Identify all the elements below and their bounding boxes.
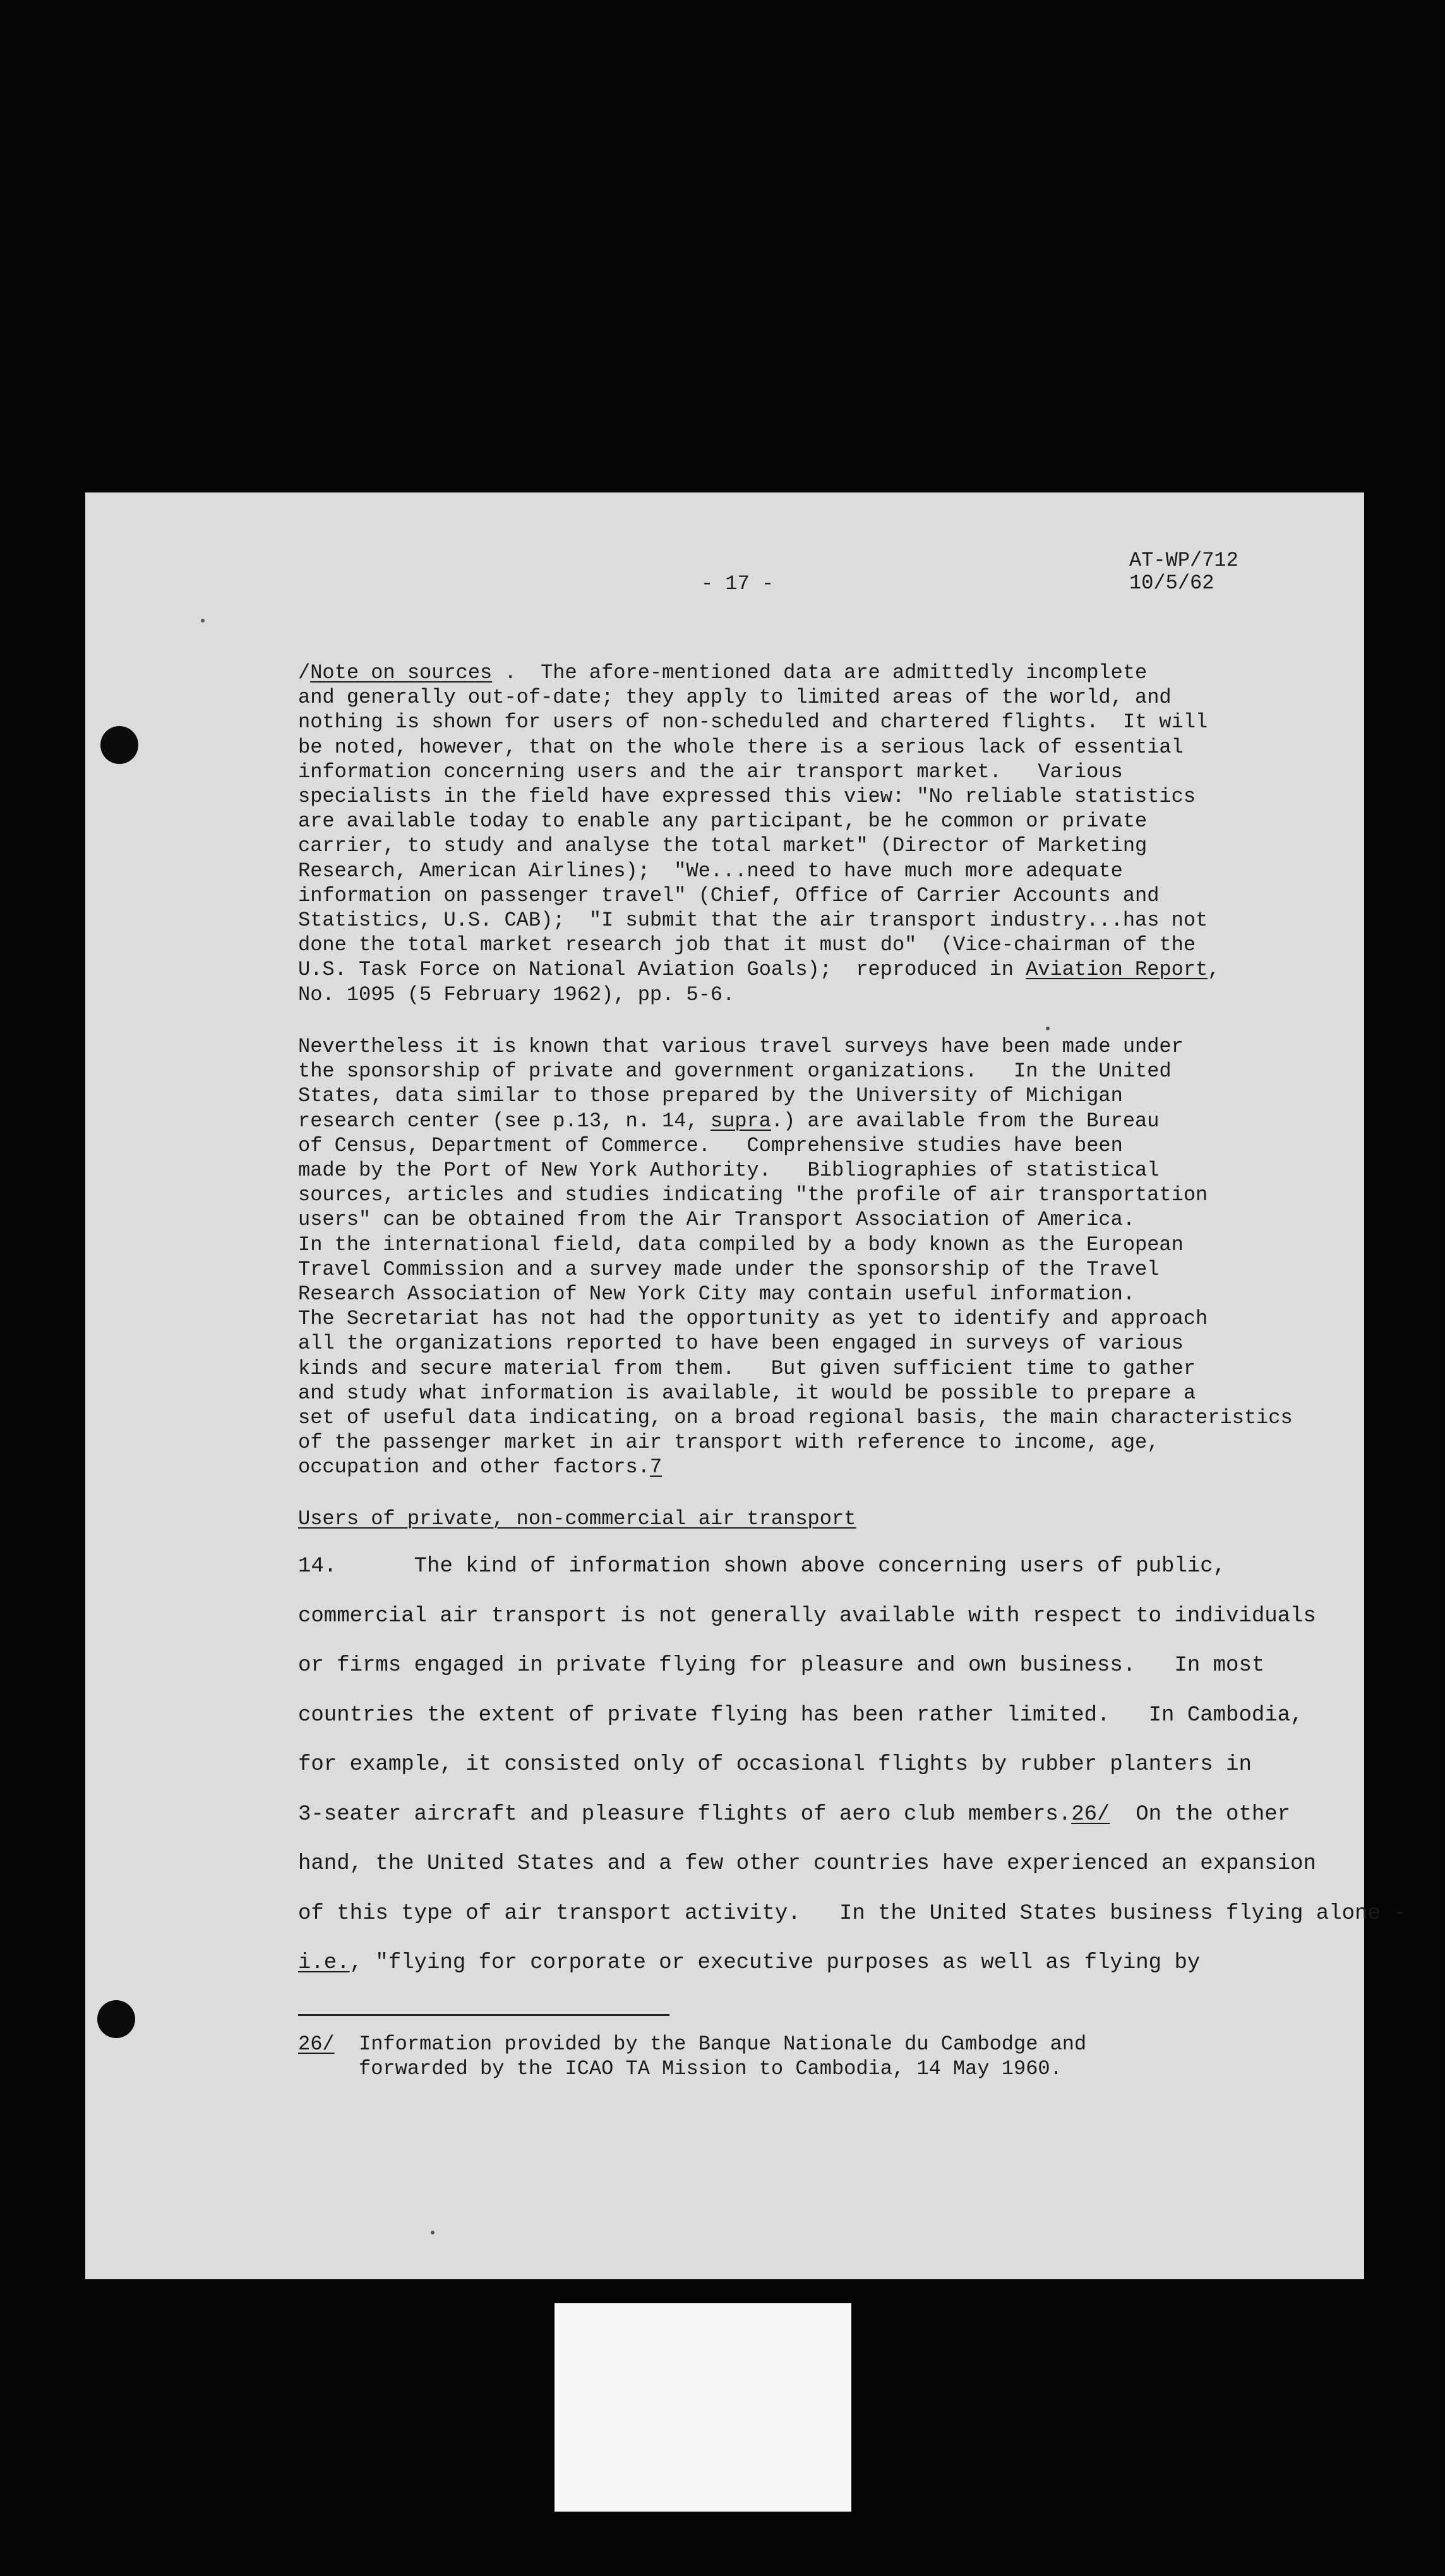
paragraph-number: 14.	[298, 1554, 337, 1578]
note-on-sources	[298, 660, 1220, 1007]
note-line: are available today to enable any participant, be he common or private	[298, 809, 1148, 833]
footnote-marker: 26/	[298, 2032, 335, 2056]
note-line: Research, American Airlines); "We...need to have much more adequate	[298, 859, 1123, 883]
scan-speck	[431, 2231, 435, 2234]
punch-hole	[100, 726, 138, 764]
para-line: the sponsorship of private and government organizations. In the United	[298, 1059, 1172, 1083]
note-line: . The afore-mentioned data are admittedly incomplete	[492, 661, 1148, 684]
source-title: Aviation Report	[1026, 958, 1208, 982]
para14-line: or firms engaged in private flying for pleasure and own business. In most	[298, 1654, 1265, 1678]
para-line: .) are available from the Bureau	[770, 1109, 1160, 1133]
note-line: No. 1095 (5 February 1962), pp. 5-6.	[298, 982, 735, 1006]
supra-reference: supra	[710, 1109, 771, 1133]
white-card	[555, 2303, 851, 2512]
source-after: ,	[1208, 958, 1220, 982]
para-line: made by the Port of New York Authority. Bibliographies of statistical	[298, 1159, 1160, 1183]
document-reference: AT-WP/712	[1129, 549, 1238, 572]
footnote-reference-26: 26/	[1071, 1802, 1110, 1827]
para-line: all the organizations reported to have been engaged in surveys of various	[298, 1332, 1184, 1356]
para14-line: , "flying for corporate or executive purposes as well as flying by	[349, 1951, 1201, 1975]
section-heading: Users of private, non-commercial air transport	[298, 1507, 856, 1530]
footnote-line: Information provided by the Banque Nationale du Cambodge and	[359, 2032, 1087, 2056]
note-line: nothing is shown for users of non-scheduled and chartered flights. It will	[298, 710, 1208, 734]
para-line: of the passenger market in air transport with reference to income, age,	[298, 1431, 1160, 1455]
para14-line: for example, it consisted only of occasional flights by rubber planters in	[298, 1753, 1252, 1777]
para-line: Nevertheless it is known that various travel surveys have been made under	[298, 1035, 1184, 1058]
page-number: - 17 -	[701, 572, 774, 595]
note-line: done the total market research job that it must do" (Vice-chairman of the	[298, 933, 1196, 957]
para-line: The Secretariat has not had the opportunity as yet to identify and approach	[298, 1307, 1208, 1331]
para-line: Travel Commission and a survey made under the sponsorship of the Travel	[298, 1257, 1160, 1281]
close-bracket: 7	[649, 1455, 663, 1479]
para-line: States, data similar to those prepared by the University of Michigan	[298, 1084, 1123, 1108]
para14-line: countries the extent of private flying has been rather limited. In Cambodia,	[298, 1703, 1304, 1727]
scan-speck	[201, 619, 205, 623]
para-line: research center (see p.13, n. 14,	[298, 1109, 711, 1133]
note-line: and generally out-of-date; they apply to limited areas of the world, and	[298, 686, 1172, 710]
note-line: information concerning users and the air transport market. Various	[298, 760, 1123, 784]
para-line: users" can be obtained from the Air Transport Association of America.	[298, 1208, 1136, 1232]
para-line: kinds and secure material from them. But given sufficient time to gather	[298, 1356, 1196, 1380]
para-line: sources, articles and studies indicating "the profile of air transportation	[298, 1183, 1208, 1207]
para-line: Research Association of New York City may contain useful information.	[298, 1282, 1136, 1306]
para-line: occupation and other factors.	[298, 1455, 650, 1479]
footnote-26	[298, 2032, 1086, 2081]
nevertheless-paragraph	[298, 1034, 1293, 1480]
footnote-line: forwarded by the ICAO TA Mission to Cambodia, 14 May 1960.	[359, 2057, 1062, 2081]
punch-hole	[97, 2000, 135, 2038]
note-line: information on passenger travel" (Chief, Office of Carrier Accounts and	[298, 883, 1160, 907]
document-date: 10/5/62	[1129, 571, 1214, 595]
note-line: Statistics, U.S. CAB); "I submit that the air transport industry...has not	[298, 909, 1208, 933]
para-line: In the international field, data compiled by a body known as the European	[298, 1232, 1184, 1256]
scan-speck	[1046, 1027, 1050, 1030]
note-line: be noted, however, that on the whole there is a serious lack of essential	[298, 735, 1184, 759]
para14-line: 3-seater aircraft and pleasure flights of aero club members.	[298, 1802, 1072, 1827]
para-line: and study what information is available, it would be possible to prepare a	[298, 1381, 1196, 1405]
para14-line: of this type of air transport activity. In the United States business flying alone -	[298, 1901, 1406, 1926]
ie-abbreviation: i.e.	[298, 1951, 350, 1975]
para14-line: On the other	[1110, 1802, 1291, 1827]
note-line: U.S. Task Force on National Aviation Goals); reproduced in	[298, 958, 1026, 982]
note-heading: Note on sources	[310, 661, 493, 684]
para-line: set of useful data indicating, on a broad regional basis, the main characteristics	[298, 1406, 1293, 1430]
para14-line: commercial air transport is not generally available with respect to individuals	[298, 1604, 1316, 1628]
footnote-separator	[298, 2014, 669, 2016]
paragraph-14	[298, 1542, 1406, 1988]
para14-line: hand, the United States and a few other countries have experienced an expansion	[298, 1852, 1316, 1876]
para-line: of Census, Department of Commerce. Comprehensive studies have been	[298, 1133, 1123, 1157]
note-line: specialists in the field have expressed this view: "No reliable statistics	[298, 785, 1196, 809]
note-line: carrier, to study and analyse the total market" (Director of Marketing	[298, 834, 1148, 858]
para14-line: The kind of information shown above concerning users of public,	[414, 1554, 1226, 1578]
note-open-bracket: /	[298, 661, 311, 684]
